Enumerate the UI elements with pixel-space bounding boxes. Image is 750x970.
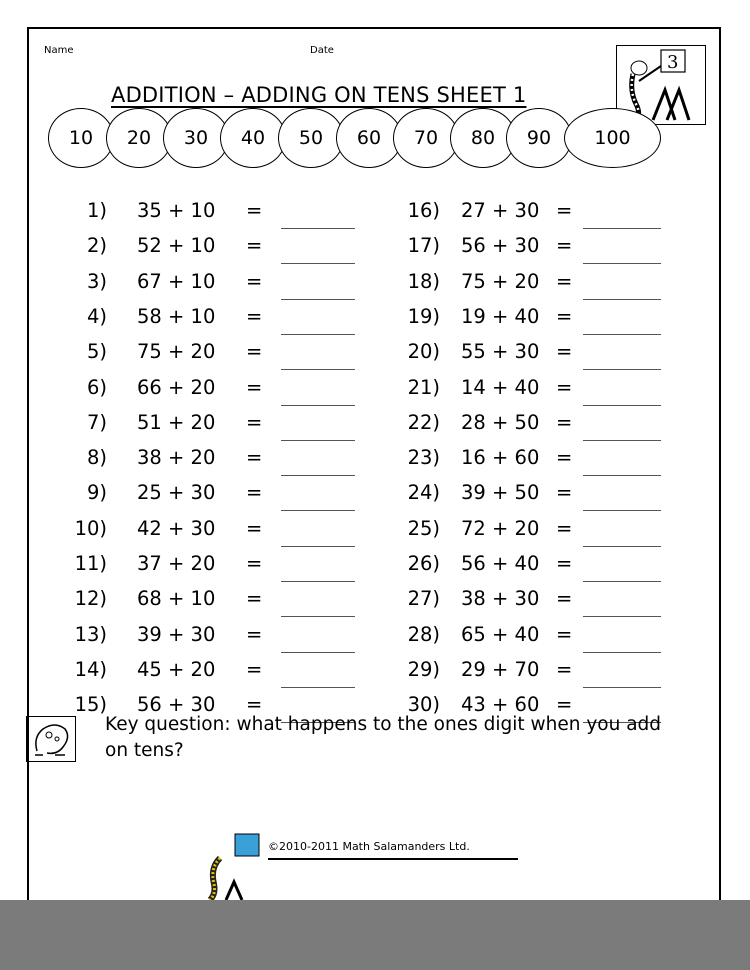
answer-line[interactable] [583, 440, 661, 441]
problem-expression: 14 + 40 [461, 375, 540, 399]
problem-expression: 38 + 20 [137, 446, 216, 470]
problem-expression: 19 + 40 [461, 304, 540, 328]
equals-sign: = [556, 340, 573, 364]
equals-sign: = [556, 516, 573, 540]
equals-sign: = [246, 340, 263, 364]
equals-sign: = [246, 234, 263, 258]
equals-sign: = [556, 481, 573, 505]
answer-line[interactable] [583, 334, 661, 335]
problem-expression: 27 + 30 [461, 199, 540, 222]
name-label: Name [44, 45, 74, 56]
answer-line[interactable] [583, 299, 661, 300]
problem-expression: 45 + 20 [137, 657, 216, 681]
problem-expression: 75 + 20 [461, 269, 540, 293]
equals-sign: = [246, 199, 263, 222]
problem-number: 19) [407, 304, 440, 328]
equals-sign: = [246, 622, 263, 646]
equals-sign: = [556, 410, 573, 434]
problem-number: 1) [86, 199, 107, 222]
number-bubble: 100 [564, 108, 661, 168]
equals-sign: = [246, 552, 263, 575]
problem-number: 13) [74, 622, 107, 646]
problem-expression: 16 + 60 [461, 446, 540, 470]
problem-number: 17) [407, 234, 440, 258]
problem-expression: 68 + 10 [137, 587, 216, 611]
problem-number: 25) [407, 516, 440, 540]
footer-logo [180, 828, 260, 904]
answer-line[interactable] [583, 652, 661, 653]
equals-sign: = [556, 269, 573, 293]
problem-expression: 65 + 40 [461, 622, 540, 646]
answer-line[interactable] [281, 652, 355, 653]
answer-line[interactable] [583, 687, 661, 688]
answer-line[interactable] [281, 334, 355, 335]
salamander-face-icon [27, 717, 75, 761]
equals-sign: = [556, 657, 573, 681]
problem-expression: 39 + 30 [137, 622, 216, 646]
answer-line[interactable] [281, 581, 355, 582]
equals-sign: = [556, 446, 573, 470]
equals-sign: = [246, 481, 263, 505]
equals-sign: = [246, 304, 263, 328]
equals-sign: = [246, 446, 263, 470]
equals-sign: = [246, 693, 263, 717]
answer-line[interactable] [281, 616, 355, 617]
answer-line[interactable] [281, 369, 355, 370]
equals-sign: = [246, 375, 263, 399]
problem-expression: 35 + 10 [137, 199, 216, 222]
answer-line[interactable] [281, 405, 355, 406]
problem-expression: 58 + 10 [137, 304, 216, 328]
problem-expression: 56 + 30 [461, 234, 540, 258]
equals-sign: = [556, 304, 573, 328]
equals-sign: = [556, 693, 573, 717]
number-bubble: 20 [106, 108, 172, 168]
problem-number: 7) [86, 410, 107, 434]
problem-expression: 38 + 30 [461, 587, 540, 611]
number-bubble: 50 [278, 108, 344, 168]
answer-line[interactable] [281, 475, 355, 476]
key-question-text: Key question: what happens to the ones digit when you add on tens? [105, 714, 662, 761]
problem-expression: 51 + 20 [137, 410, 216, 434]
problem-expression: 52 + 10 [137, 234, 216, 258]
equals-sign: = [556, 234, 573, 258]
problem-number: 2) [86, 234, 107, 258]
answer-line[interactable] [583, 581, 661, 582]
problem-number: 4) [86, 304, 107, 328]
problem-number: 6) [86, 375, 107, 399]
equals-sign: = [556, 587, 573, 611]
number-bubble: 80 [450, 108, 516, 168]
problem-number: 15) [74, 693, 107, 717]
problem-number: 3) [86, 269, 107, 293]
answer-line[interactable] [281, 687, 355, 688]
problem-number: 28) [407, 622, 440, 646]
problem-number: 8) [86, 446, 107, 470]
problem-number: 20) [407, 340, 440, 364]
answer-line[interactable] [583, 546, 661, 547]
problem-number: 14) [74, 657, 107, 681]
problem-number: 12) [74, 587, 107, 611]
problem-number: 11) [74, 552, 107, 575]
equals-sign: = [556, 375, 573, 399]
footer-divider [268, 858, 518, 860]
answer-line[interactable] [583, 405, 661, 406]
problem-number: 21) [407, 375, 440, 399]
problem-number: 23) [407, 446, 440, 470]
answer-line[interactable] [583, 475, 661, 476]
bottom-band [0, 900, 750, 970]
answer-line[interactable] [583, 228, 661, 229]
equals-sign: = [246, 516, 263, 540]
problem-number: 18) [407, 269, 440, 293]
equals-sign: = [556, 199, 573, 222]
equals-sign: = [246, 410, 263, 434]
problem-number: 26) [407, 552, 440, 575]
answer-line[interactable] [583, 616, 661, 617]
answer-line[interactable] [281, 228, 355, 229]
problem-expression: 56 + 30 [137, 693, 216, 717]
number-bubble: 70 [393, 108, 459, 168]
equals-sign: = [246, 657, 263, 681]
problem-number: 29) [407, 657, 440, 681]
answer-line[interactable] [281, 263, 355, 264]
salamander-icon [180, 828, 260, 900]
equals-sign: = [246, 587, 263, 611]
problem-expression: 72 + 20 [461, 516, 540, 540]
problem-expression: 55 + 30 [461, 340, 540, 364]
date-label: Date [310, 45, 334, 56]
number-bubble: 30 [163, 108, 229, 168]
problem-expression: 66 + 20 [137, 375, 216, 399]
problem-number: 27) [407, 587, 440, 611]
answer-line[interactable] [583, 263, 661, 264]
answer-line[interactable] [281, 510, 355, 511]
problem-expression: 75 + 20 [137, 340, 216, 364]
answer-line[interactable] [281, 546, 355, 547]
answer-line[interactable] [583, 369, 661, 370]
problem-number: 22) [407, 410, 440, 434]
problem-expression: 39 + 50 [461, 481, 540, 505]
copyright-text: ©2010-2011 Math Salamanders Ltd. [268, 840, 470, 853]
problem-number: 16) [407, 199, 440, 222]
problem-number: 5) [86, 340, 107, 364]
problem-expression: 67 + 10 [137, 269, 216, 293]
answer-line[interactable] [281, 440, 355, 441]
page-title: ADDITION – ADDING ON TENS SHEET 1 [111, 83, 527, 107]
problem-number: 9) [86, 481, 107, 505]
number-bubble: 10 [48, 108, 114, 168]
problem-expression: 28 + 50 [461, 410, 540, 434]
problem-number: 30) [407, 693, 440, 717]
problem-number: 10) [74, 516, 107, 540]
problem-expression: 29 + 70 [461, 657, 540, 681]
problem-expression: 42 + 30 [137, 516, 216, 540]
problem-expression: 43 + 60 [461, 693, 540, 717]
number-bubble: 60 [336, 108, 402, 168]
number-bubble: 40 [220, 108, 286, 168]
problem-number: 24) [407, 481, 440, 505]
equals-sign: = [556, 622, 573, 646]
answer-line[interactable] [281, 299, 355, 300]
equals-sign: = [556, 552, 573, 575]
answer-line[interactable] [583, 510, 661, 511]
key-question-icon [26, 716, 76, 762]
number-bubble: 90 [506, 108, 572, 168]
equals-sign: = [246, 269, 263, 293]
problem-expression: 25 + 30 [137, 481, 216, 505]
problem-expression: 56 + 40 [461, 552, 540, 575]
problem-expression: 37 + 20 [137, 552, 216, 575]
logo-badge: 3 [667, 52, 679, 73]
